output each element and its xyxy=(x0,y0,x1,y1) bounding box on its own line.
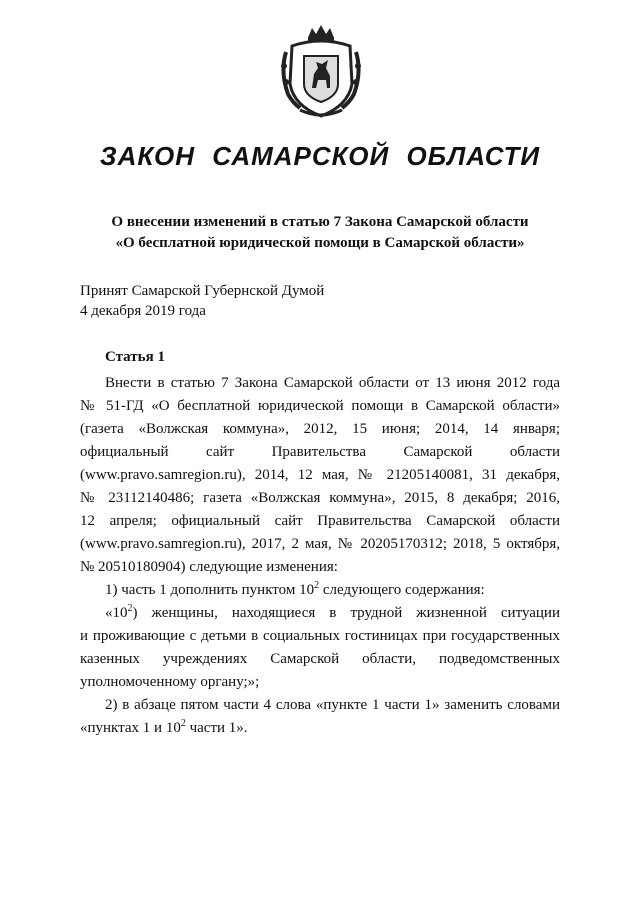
intro-line-3: (газета «Волжская коммуна», 2012, 15 июня; 2014, 14 января; xyxy=(80,421,560,437)
item-2-line-2: «пунктах 1 и $10^2$ части 1». xyxy=(80,718,248,736)
intro-line-1: Внести в статью 7 Закона Самарской области от 13 июня 2012 года xyxy=(105,375,560,391)
article-heading: Статья 1 xyxy=(105,349,165,365)
quote-line-4: уполномоченному органу;»; xyxy=(80,674,260,690)
article-body xyxy=(80,372,560,740)
document-subtitle xyxy=(60,212,580,254)
intro-line-9: № 20510180904) следующие изменения: xyxy=(80,559,338,575)
quote-line-3: казенных учреждениях Самарской области, подведомственных xyxy=(80,651,560,667)
adoption-date: 4 декабря 2019 года xyxy=(80,303,206,319)
intro-line-2: № 51-ГД «О бесплатной юридической помощи в Самарской области» xyxy=(80,398,560,414)
quote-line-2: и проживающие с детьми в социальных гостиницах при государственных xyxy=(80,628,560,644)
subtitle-line-2: «О бесплатной юридической помощи в Самарской области» xyxy=(115,235,525,251)
document-title: ЗАКОН САМАРСКОЙ ОБЛАСТИ xyxy=(99,141,541,171)
subtitle-line-1: О внесении изменений в статью 7 Закона Самарской области xyxy=(111,214,529,230)
intro-line-7: 12 апреля; официальный сайт Правительства Самарской области xyxy=(80,513,560,529)
intro-line-8: (www.pravo.samregion.ru), 2017, 2 мая, № 20205170312; 2018, 5 октября, xyxy=(80,536,560,552)
item-2-line-1: 2) в абзаце пятом части 4 слова «пункте 1 части 1» заменить словами xyxy=(105,697,560,713)
adoption-line-1: Принят Самарской Губернской Думой xyxy=(80,283,325,299)
adoption-note xyxy=(80,281,324,321)
samara-coat-of-arms-icon xyxy=(278,22,364,122)
quote-line-1: «$10^2$) женщины, находящиеся в трудной жизненной ситуации xyxy=(105,603,560,621)
intro-line-5: (www.pravo.samregion.ru), 2014, 12 мая, № 21205140081, 31 декабря, xyxy=(80,467,560,483)
intro-line-4: официальный сайт Правительства Самарской области xyxy=(80,444,560,460)
intro-line-6: № 23112140486; газета «Волжская коммуна», 2015, 8 декабря; 2016, xyxy=(80,490,560,506)
item-1: 1) часть 1 дополнить пунктом $10^2$ следующего содержания: xyxy=(105,580,485,598)
